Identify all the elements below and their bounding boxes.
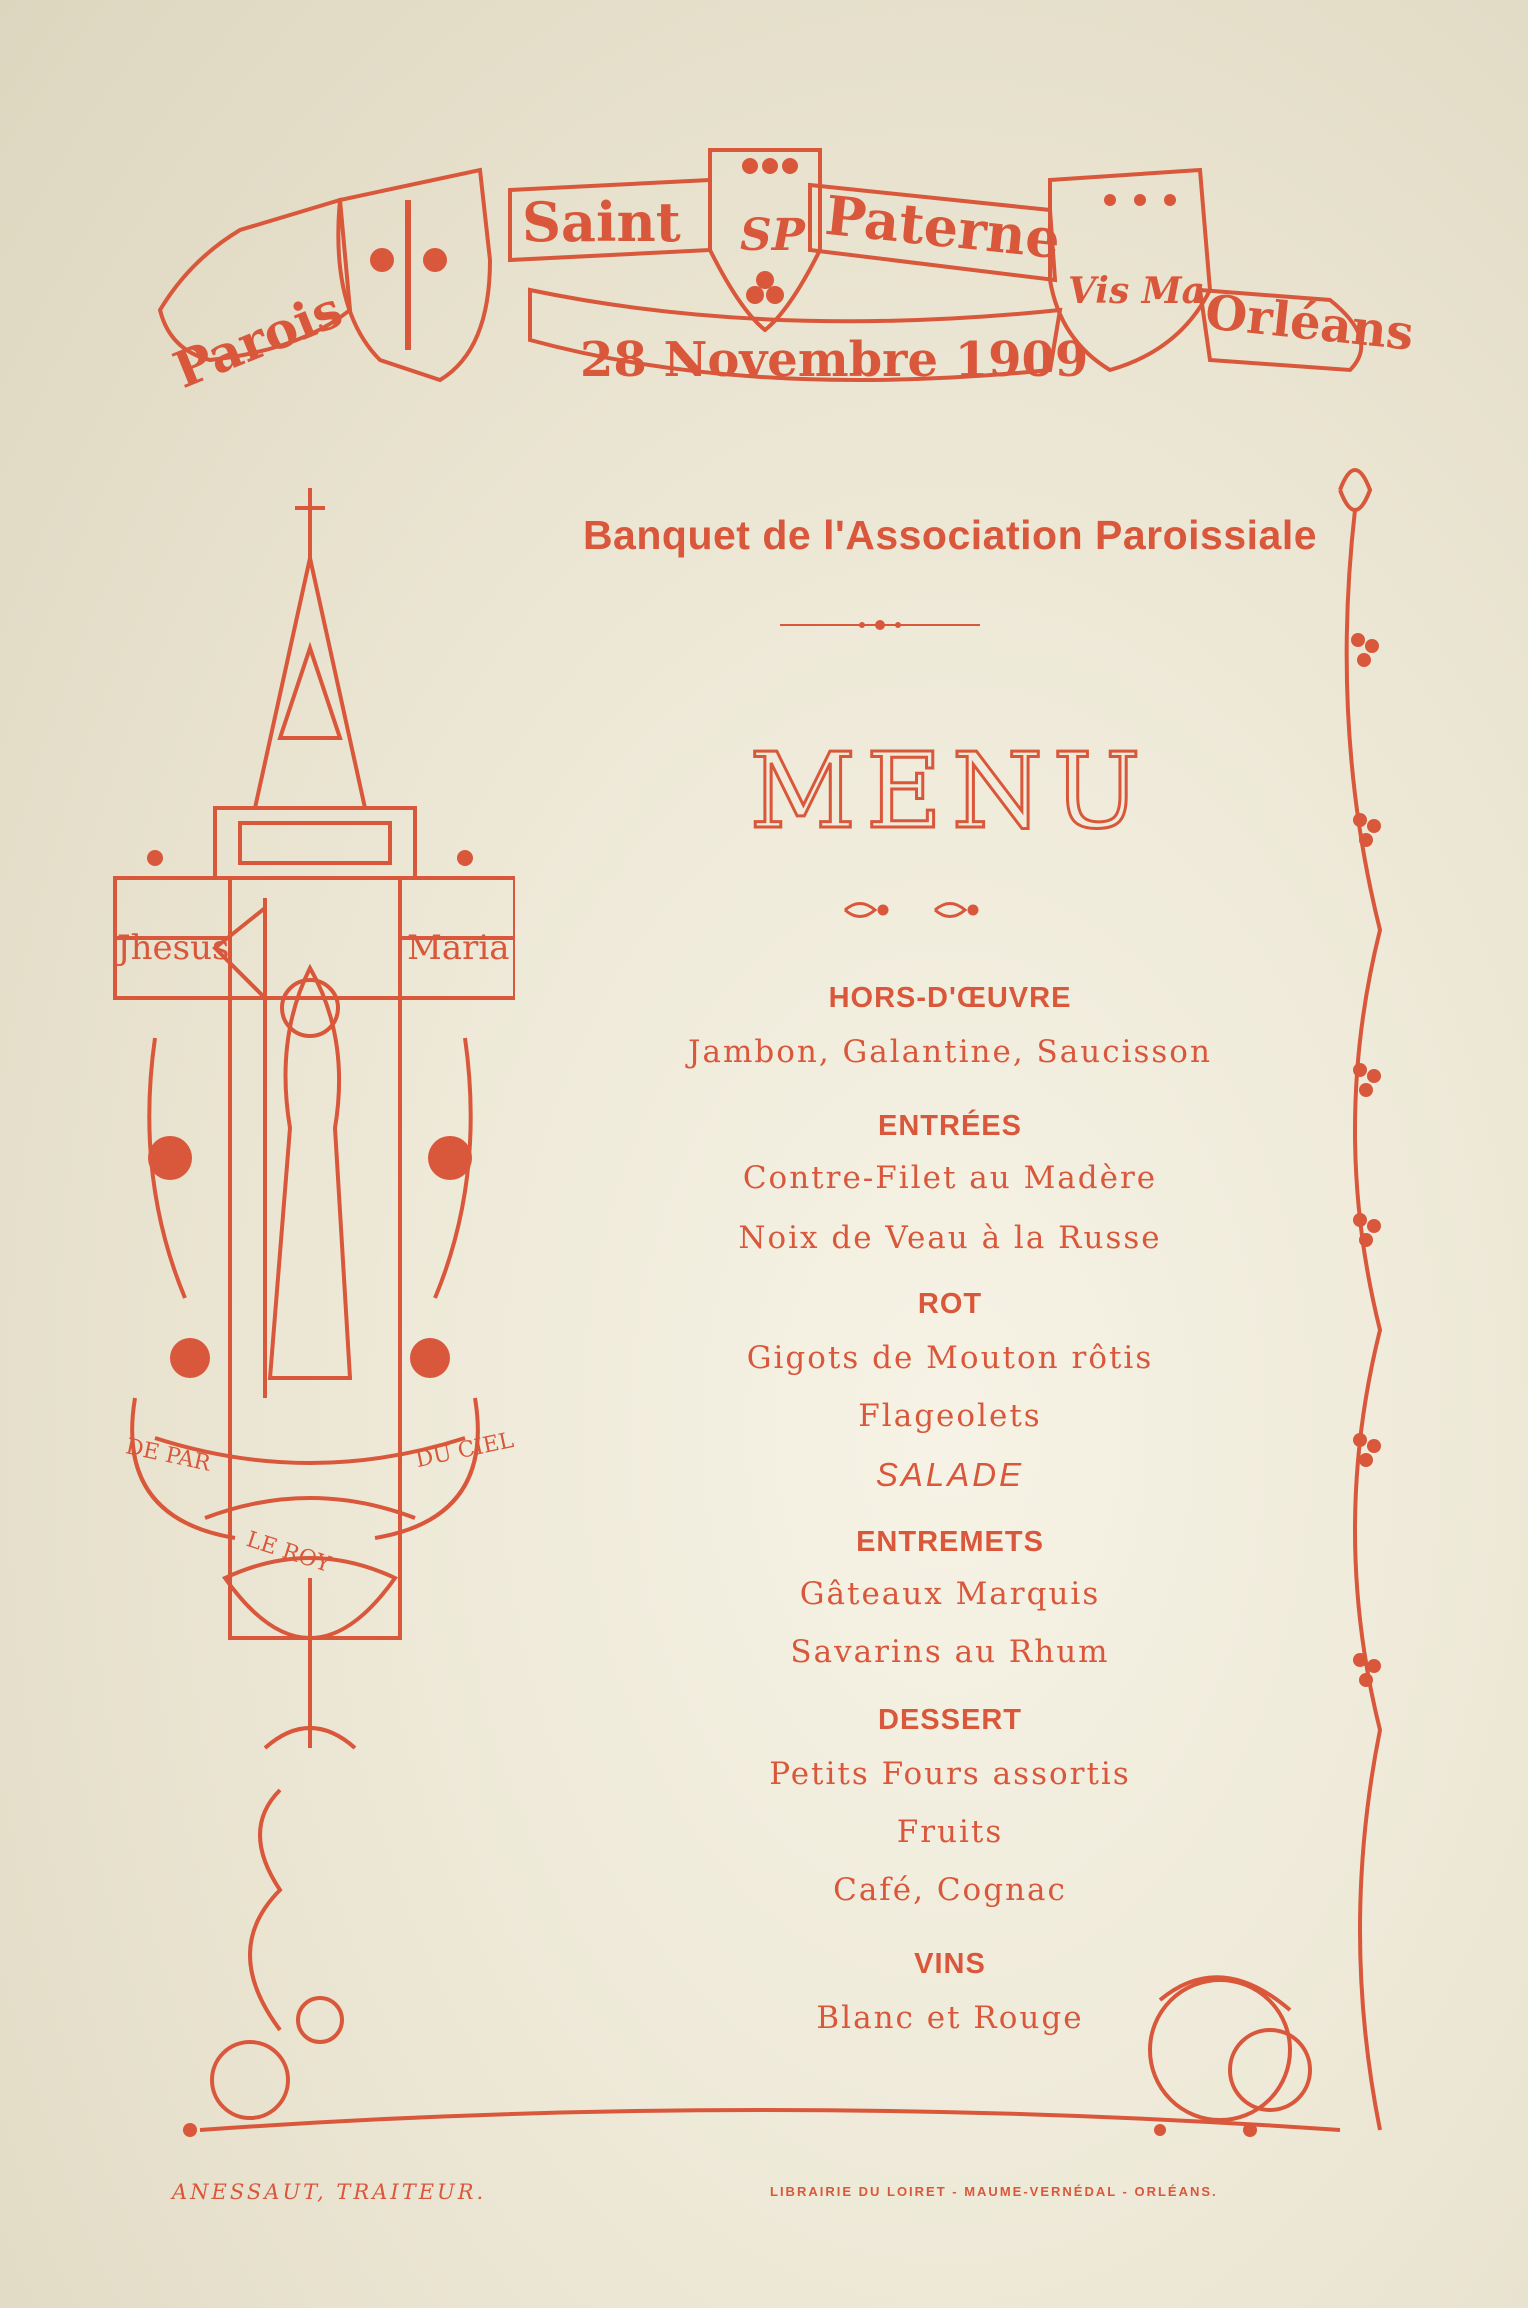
illustration-scroll-le-roy: LE ROY: [243, 1527, 334, 1578]
bottom-flourish-icon: [160, 1770, 1360, 2160]
header-banner: [150, 110, 1417, 410]
heading-entremets: ENTREMETS: [856, 1526, 1044, 1558]
dish-item: Savarins au Rhum: [790, 1634, 1110, 1670]
banner-word-saint: Saint: [522, 190, 681, 254]
caterer-credit: ANESSAUT, TRAITEUR.: [172, 2180, 487, 2204]
title-ornament-icon: [835, 895, 995, 925]
shield-monogram: SP: [740, 210, 805, 261]
illustration-scroll-de-par: DE PAR: [123, 1434, 213, 1477]
heading-vins: VINS: [914, 1948, 986, 1980]
joan-of-arc-illustration: [95, 478, 515, 1758]
dish-item: Noix de Veau à la Russe: [738, 1220, 1162, 1256]
dish-item: Gâteaux Marquis: [799, 1576, 1101, 1612]
dish-item: Contre-Filet au Madère: [742, 1160, 1158, 1196]
printer-credit: LIBRAIRIE DU LOIRET - MAUME-VERNÉDAL - ORLÉANS.: [770, 2184, 1218, 2199]
heading-dessert: DESSERT: [878, 1704, 1022, 1736]
dish-item: Blanc et Rouge: [816, 2000, 1084, 2036]
banner-word-orleans: Orléans: [1202, 284, 1417, 362]
dish-item: Fruits: [896, 1814, 1004, 1850]
dish-salade: SALADE: [875, 1456, 1025, 1493]
dish-item: Jambon, Galantine, Saucisson: [688, 1034, 1212, 1070]
illustration-word-maria: Maria: [407, 928, 510, 968]
banquet-subtitle: Banquet de l'Association Paroissiale: [582, 512, 1318, 558]
heading-rot: ROT: [917, 1288, 983, 1320]
dish-item: Petits Fours assortis: [769, 1756, 1131, 1792]
banner-date: 28 Novembre 1909: [580, 332, 1089, 388]
heading-entrees: ENTRÉES: [878, 1110, 1022, 1142]
illustration-scroll-du-ciel: DU CIEL: [413, 1427, 516, 1474]
divider-ornament-icon: [780, 615, 980, 635]
menu-title: MENU: [749, 730, 1151, 852]
dish-item: Flageolets: [858, 1398, 1042, 1434]
heading-hors-doeuvre: HORS-D'ŒUVRE: [828, 982, 1072, 1014]
banner-word-parois: Parois: [165, 279, 351, 400]
dish-item: Café, Cognac: [833, 1872, 1067, 1908]
illustration-word-jhesus: Jhesus: [117, 928, 230, 968]
shield-motto: Vis Ma: [1068, 270, 1205, 312]
banner-word-paterne: Paterne: [822, 182, 1064, 272]
dish-item: Gigots de Mouton rôtis: [746, 1340, 1154, 1376]
